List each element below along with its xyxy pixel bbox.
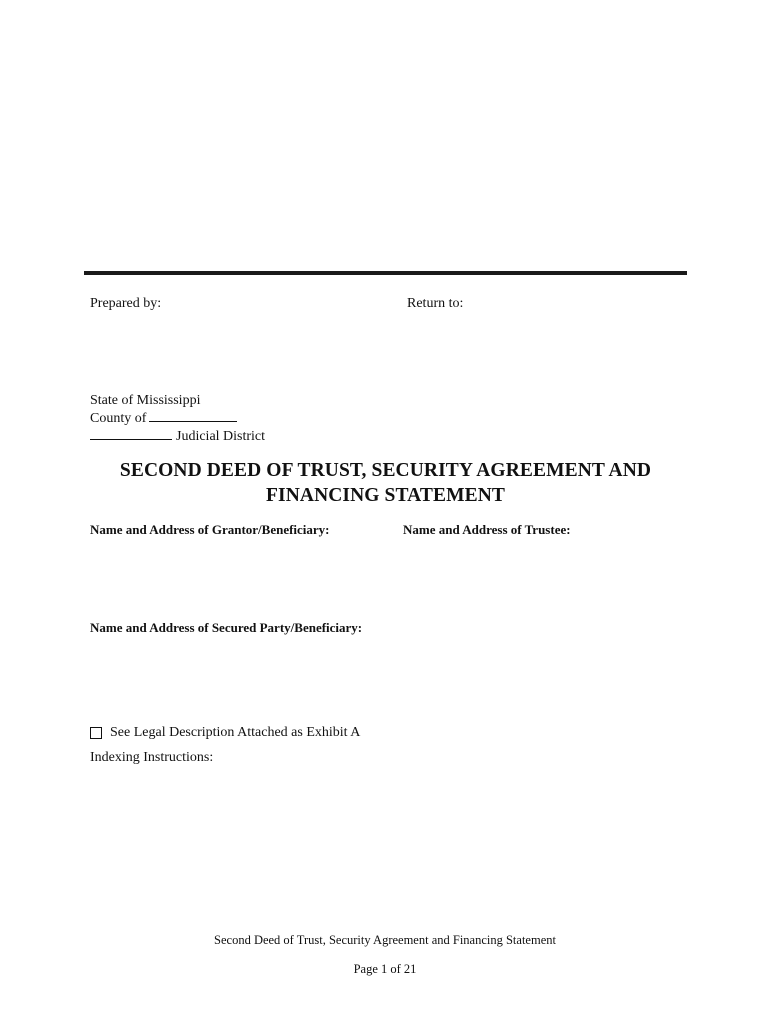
return-to-label: Return to: (407, 296, 464, 311)
title-line-2: FINANCING STATEMENT (266, 485, 505, 506)
state-line: State of Mississippi (90, 393, 201, 408)
header-rule (84, 271, 687, 275)
grantor-label: Name and Address of Grantor/Beneficiary: (90, 522, 330, 537)
document-title (84, 458, 687, 508)
secured-party-label: Name and Address of Secured Party/Beneficiary: (90, 620, 363, 635)
county-label: County of (90, 411, 147, 426)
footer-document-title: Second Deed of Trust, Security Agreement and Financing Statement (214, 933, 556, 947)
footer-page-number: Page 1 of 21 (353, 962, 417, 976)
county-line (90, 409, 265, 427)
venue-block (90, 393, 265, 445)
district-line (90, 427, 265, 445)
exhibit-label: See Legal Description Attached as Exhibit A (110, 725, 361, 740)
exhibit-checkbox[interactable] (90, 727, 102, 739)
title-line-1: SECOND DEED OF TRUST, SECURITY AGREEMENT AND (119, 460, 652, 481)
district-label: Judicial District (176, 429, 266, 444)
exhibit-row (90, 725, 360, 741)
county-blank[interactable] (149, 409, 237, 422)
trustee-label: Name and Address of Trustee: (403, 522, 571, 537)
district-blank[interactable] (90, 427, 172, 440)
indexing-label: Indexing Instructions: (90, 750, 214, 765)
prepared-by-label: Prepared by: (90, 296, 162, 311)
